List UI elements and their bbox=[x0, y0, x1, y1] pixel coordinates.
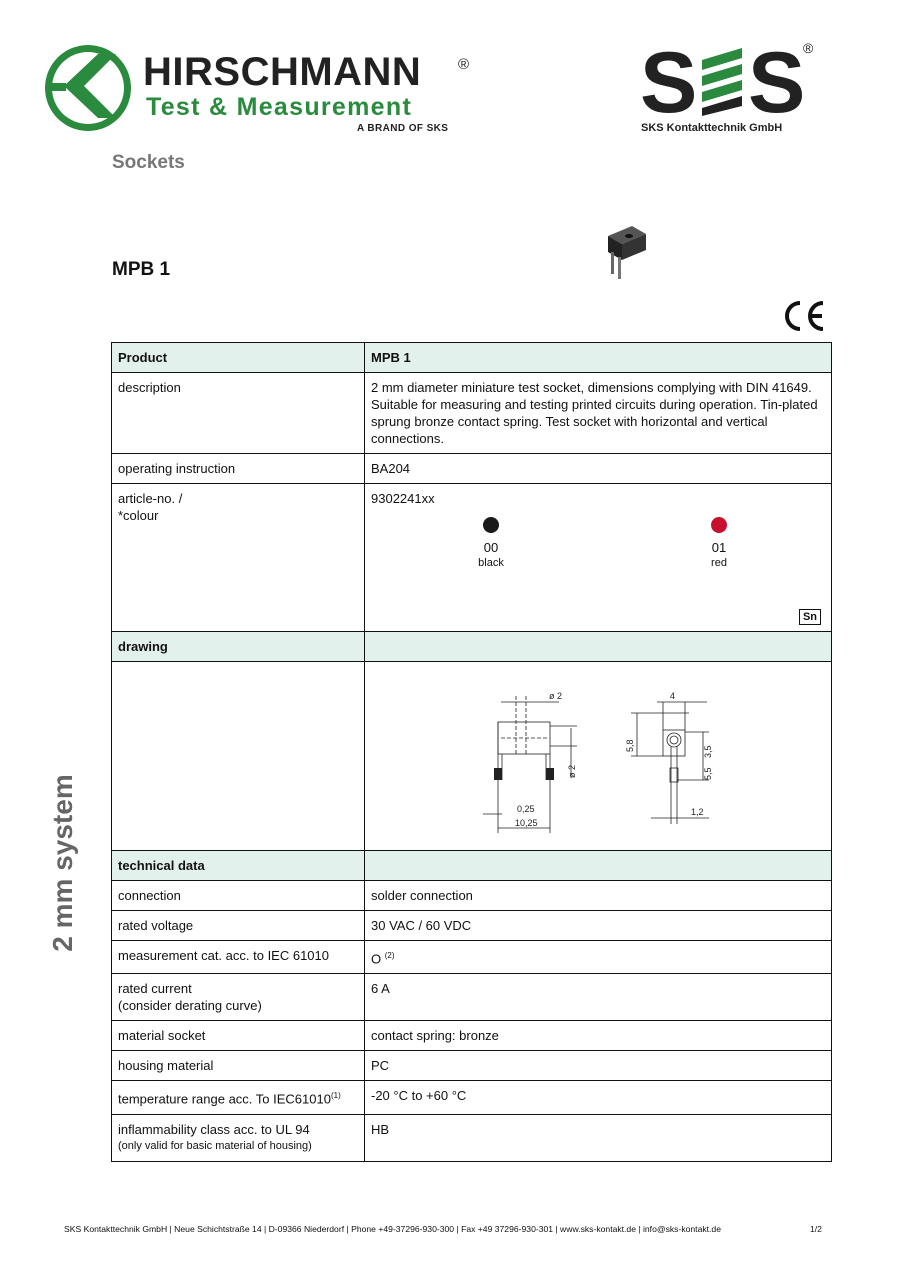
ce-mark-icon bbox=[780, 300, 826, 332]
dim-p025: 0,25 bbox=[517, 804, 535, 814]
table-row bbox=[112, 1021, 832, 1051]
table-row bbox=[112, 881, 832, 911]
table-row bbox=[112, 484, 832, 632]
row-value: 6 A bbox=[365, 974, 832, 1021]
operating-label: operating instruction bbox=[112, 454, 365, 484]
sks-logo-icon bbox=[640, 40, 820, 120]
colour-name: red bbox=[711, 557, 727, 569]
sks-company-name: SKS Kontakttechnik GmbH bbox=[641, 122, 783, 134]
row-value: contact spring: bronze bbox=[365, 1021, 832, 1051]
operating-value: BA204 bbox=[365, 454, 832, 484]
technical-drawing bbox=[371, 668, 831, 844]
description-label: description bbox=[112, 373, 365, 454]
drawing-label: drawing bbox=[112, 632, 365, 662]
row-label: rated voltage bbox=[112, 911, 365, 941]
table-row bbox=[112, 1081, 832, 1114]
colour-swatch-black bbox=[461, 517, 521, 570]
colour-dot bbox=[711, 517, 727, 533]
article-label bbox=[112, 484, 365, 632]
dim-d2-top: ø 2 bbox=[549, 691, 563, 701]
row-value: solder connection bbox=[365, 881, 832, 911]
drawing-row bbox=[112, 662, 832, 851]
dim-w12: 1,2 bbox=[691, 807, 704, 817]
dim-h35: 3,5 bbox=[703, 745, 713, 758]
row-label: housing material bbox=[112, 1051, 365, 1081]
product-table bbox=[111, 342, 832, 1162]
technical-label: technical data bbox=[112, 851, 365, 881]
article-value-cell bbox=[365, 484, 832, 632]
hirschmann-name: HIRSCHMANN bbox=[143, 50, 422, 94]
registered-mark: ® bbox=[458, 56, 470, 73]
colour-name: black bbox=[478, 557, 504, 569]
drawing-cell bbox=[365, 662, 832, 851]
table-row bbox=[112, 941, 832, 974]
article-label-line2: *colour bbox=[118, 508, 159, 523]
drawing-header-row bbox=[112, 632, 832, 662]
row-label: material socket bbox=[112, 1021, 365, 1051]
table-row bbox=[112, 454, 832, 484]
colour-swatches bbox=[371, 507, 825, 625]
hirschmann-subtitle: Test & Measurement bbox=[146, 93, 413, 121]
dim-h55: 5,5 bbox=[703, 767, 713, 780]
page-number: 1/2 bbox=[810, 1224, 822, 1234]
table-row bbox=[112, 974, 832, 1021]
side-label: 2 mm system bbox=[47, 774, 78, 952]
product-image-icon bbox=[602, 224, 650, 280]
table-row bbox=[112, 911, 832, 941]
dim-w1025: 10,25 bbox=[515, 818, 538, 828]
section-title: Sockets bbox=[112, 152, 185, 173]
table-header-row bbox=[112, 343, 832, 373]
description-value: 2 mm diameter miniature test socket, dimensions complying with DIN 41649. Suitable for measuring and testing printed circuits during operation. Tin-plated sprung bronze contact spring. Test socket with horizontal and vertical connections. bbox=[365, 373, 832, 454]
article-label-line1: article-no. / bbox=[118, 491, 183, 506]
row-label: temperature range acc. To IEC61010$^{(1)}$ bbox=[112, 1081, 365, 1114]
svg-text:S: S bbox=[748, 40, 806, 120]
footer-text: SKS Kontakttechnik GmbH | Neue Schichtstraße 14 | D-09366 Niederdorf | Phone +49-37296-930-300 | Fax +49 37296-930-301 | www.sks-kontakt.de | info@sks-kontakt.de bbox=[64, 1224, 721, 1234]
dim-w4: 4 bbox=[670, 691, 676, 701]
table-row bbox=[112, 1051, 832, 1081]
colour-swatch-red bbox=[689, 517, 749, 570]
colour-code: 01 bbox=[711, 540, 727, 555]
dim-d2-side: ø 2 bbox=[567, 764, 577, 778]
product-value: MPB 1 bbox=[365, 343, 832, 373]
row-label: measurement cat. acc. to IEC 61010 bbox=[112, 941, 365, 974]
dim-h58: 5,8 bbox=[625, 739, 635, 752]
table-row bbox=[112, 1114, 832, 1161]
article-value: 9302241xx bbox=[371, 491, 435, 506]
row-value: -20 °C to +60 °C bbox=[365, 1081, 832, 1114]
row-value: 30 VAC / 60 VDC bbox=[365, 911, 832, 941]
colour-dot bbox=[483, 517, 499, 533]
sn-badge: Sn bbox=[799, 609, 821, 625]
product-title: MPB 1 bbox=[112, 259, 171, 280]
row-value: HB bbox=[365, 1114, 832, 1161]
technical-header-row bbox=[112, 851, 832, 881]
row-label: rated current (consider derating curve) bbox=[112, 974, 365, 1021]
row-value: O $^{(2)}$ bbox=[365, 941, 832, 974]
product-label: Product bbox=[112, 343, 365, 373]
colour-code: 00 bbox=[483, 540, 499, 555]
row-label: connection bbox=[112, 881, 365, 911]
svg-text:S: S bbox=[640, 40, 698, 120]
table-row bbox=[112, 373, 832, 454]
brand-line: A BRAND OF SKS bbox=[357, 123, 449, 134]
row-value: PC bbox=[365, 1051, 832, 1081]
sks-registered-mark: ® bbox=[803, 40, 814, 56]
row-label: inflammability class acc. to UL 94 (only valid for basic material of housing) bbox=[112, 1114, 365, 1161]
